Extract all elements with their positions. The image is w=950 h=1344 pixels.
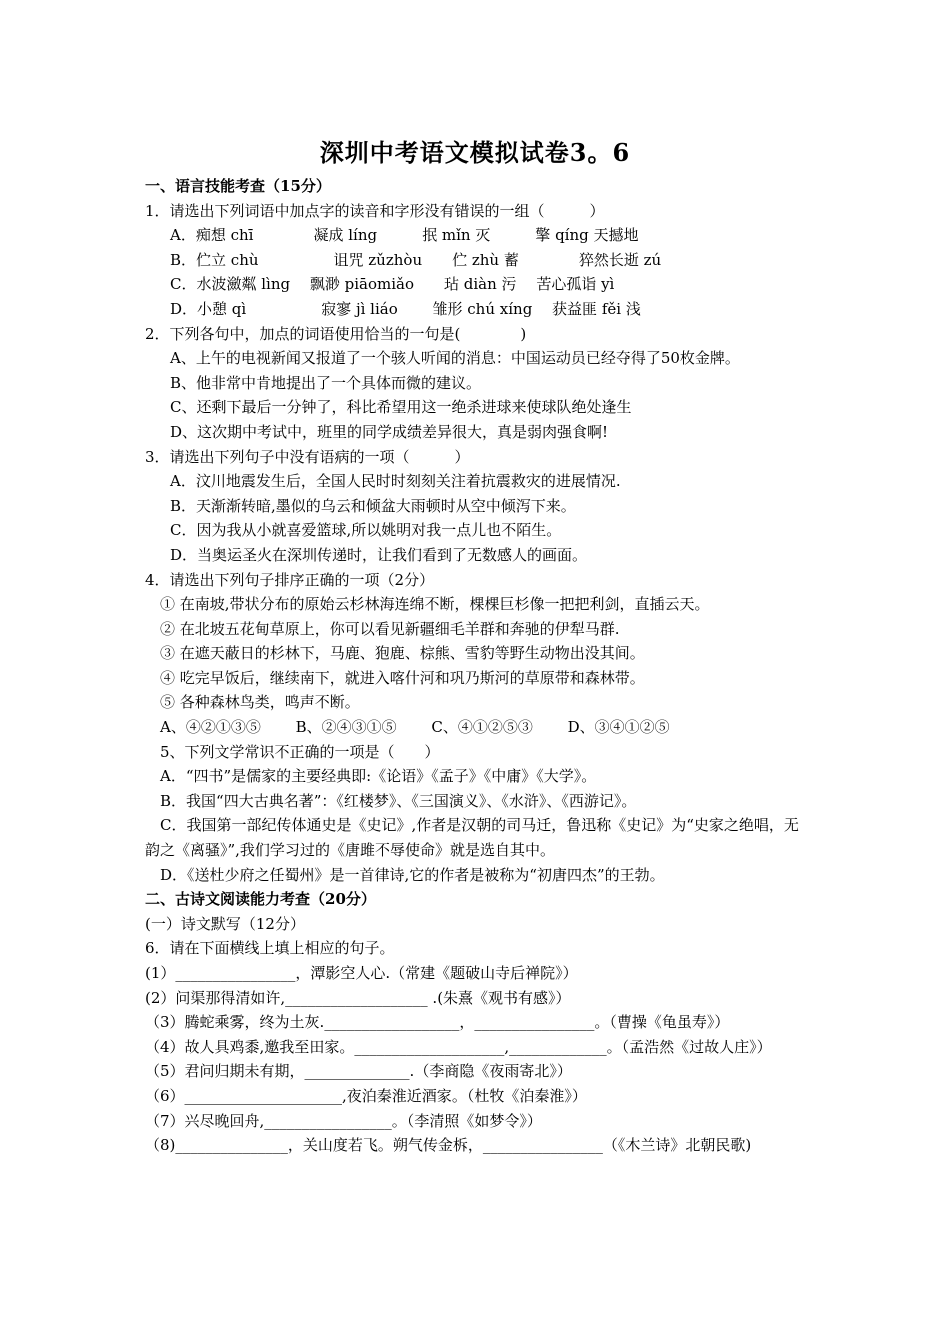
section2-subheading: (一）诗文默写（12分）	[145, 914, 305, 933]
section2-heading: 二、古诗文阅读能力考查（20分）	[145, 890, 376, 909]
q1-option-c: C．水波瀲粼 lìng 飘渺 piāomiǎo 玷 diàn 污 苦心孤诣 yì	[170, 275, 615, 294]
q2-option-d: D、这次期中考试中，班里的同学成绩差异很大，真是弱肉强食啊!	[170, 422, 609, 441]
q2-option-b: B、他非常中肯地提出了一个具体而微的建议。	[170, 373, 482, 392]
q1-option-b: B．伫立 chù 诅咒 zǔzhòu 伫 zhù 蓄 猝然长逝 zú	[170, 250, 662, 269]
q5-option-a: A．“四书”是儒家的主要经典即:《论语》《孟子》《中庸》《大学》。	[160, 767, 597, 786]
q6-blank-2: (2）问渠那得清如许,___________________ .(朱熹《观书有感》）	[145, 988, 571, 1007]
q1-option-d: D．小憩 qì 寂寥 jì liáo 雏形 chú xíng 获益匪 fěi 浅	[170, 299, 641, 318]
q6-blank-7: （7）兴尽晚回舟,_________________。（李清照《如梦令》）	[145, 1111, 542, 1130]
q4-sentence-3: ③ 在遮天蔽日的杉林下，马鹿、狍鹿、棕熊、雪豹等野生动物出没其间。	[160, 644, 645, 663]
q4-sentence-5: ⑤ 各种森林鸟类，鸣声不断。	[160, 693, 360, 712]
q2-stem: 2．下列各句中，加点的词语使用恰当的一句是( )	[145, 324, 527, 343]
q5-option-d: D．《送杜少府之任蜀州》是一首律诗,它的作者是被称为“初唐四杰”的王勃。	[160, 865, 665, 884]
q1-option-a: A．痴想 chī 凝成 líng 抿 mǐn 灭 擎 qíng 天撼地	[170, 226, 639, 245]
q2-option-c: C、还剩下最后一分钟了，科比希望用这一绝杀进球来使球队绝处逢生	[170, 398, 632, 417]
q5-stem: 5、下列文学常识不正确的一项是（ ）	[160, 742, 440, 761]
q3-option-b: B．天渐渐转暗,墨似的乌云和倾盆大雨顿时从空中倾泻下来。	[170, 496, 576, 515]
q6-blank-5: （5）君问归期未有期，______________.（李商隐《夜雨寄北》）	[145, 1062, 572, 1081]
q4-sentence-2: ② 在北坡五花甸草原上，你可以看见新疆细毛羊群和奔驰的伊犁马群.	[160, 619, 620, 638]
q4-sentence-4: ④ 吃完早饭后，继续南下，就进入喀什河和巩乃斯河的草原带和森林带。	[160, 668, 645, 687]
q4-stem: 4．请选出下列句子排序正确的一项（2分）	[145, 570, 435, 589]
q6-blank-1: (1）________________，潭影空人心.（常建《题破山寺后禅院》）	[145, 964, 578, 982]
section1-heading: 一、语言技能考查（15分）	[145, 177, 331, 195]
q6-blank-3: （3）腾蛇乘雾，终为土灰.__________________，________________。（曹操《龟虽寿》）	[145, 1013, 730, 1032]
q6-blank-6: （6）_____________________,夜泊秦淮近酒家。（杜牧《泊秦淮》）	[145, 1086, 587, 1105]
q3-stem: 3．请选出下列句子中没有语病的一项（ ）	[145, 447, 470, 466]
q3-option-d: D．当奥运圣火在深圳传递时，让我们看到了无数感人的画面。	[170, 545, 588, 564]
page-title: 深圳中考语文模拟试卷3。6	[319, 138, 631, 167]
q5-option-c: C．我国第一部纪传体通史是《史记》,作者是汉朝的司马迁，鲁迅称《史记》为“史家之绝唱，无韵之《离骚》”,我们学习过的《唐雎不辱使命》就是选自其中。	[145, 816, 799, 860]
q6-blank-8: （8)_______________，关山度若飞。朔气传金柝，________________（《木兰诗》北朝民歌)	[145, 1136, 752, 1155]
q3-option-a: A．汶川地震发生后，全国人民时时刻刻关注着抗震救灾的进展情况.	[170, 472, 621, 491]
q1-stem: 1．请选出下列词语中加点字的读音和字形没有错误的一组（ ）	[145, 201, 605, 220]
q5-option-b: B．我国“四大古典名著”：《红楼梦》、《三国演义》、《水浒》、《西游记》。	[160, 791, 637, 810]
q4-options: A、④②①③⑤ B、②④③①⑤ C、④①②⑤③ D、③④①②⑤	[160, 718, 670, 737]
q3-option-c: C．因为我从小就喜爱篮球,所以姚明对我一点儿也不陌生。	[170, 521, 562, 540]
q6-blank-4: （4）故人具鸡黍,邀我至田家。____________________,_____________。（孟浩然《过故人庄》）	[145, 1037, 772, 1056]
exam-content	[145, 174, 810, 1158]
q4-sentence-1: ① 在南坡,带状分布的原始云杉林海连绵不断，棵棵巨杉像一把把利剑，直插云天。	[160, 595, 710, 614]
q2-option-a: A、上午的电视新闻又报道了一个骇人听闻的消息：中国运动员已经夺得了50枚金牌。	[170, 349, 740, 368]
q6-stem: 6．请在下面横线上填上相应的句子。	[145, 939, 395, 958]
